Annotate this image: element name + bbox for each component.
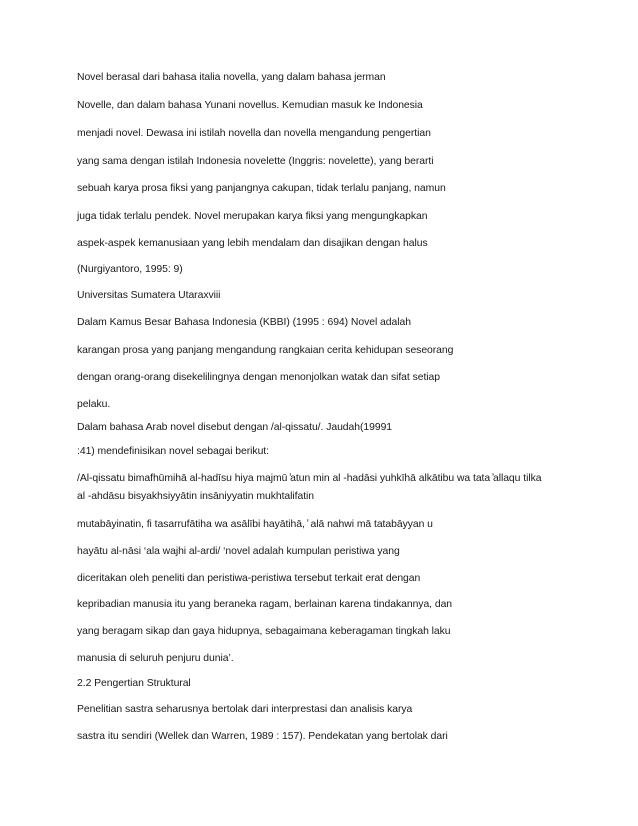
text-line: sebuah karya prosa fiksi yang panjangnya cakupan, tidak terlalu panjang, namun bbox=[77, 183, 446, 194]
section-heading: 2.2 Pengertian Struktural bbox=[77, 678, 191, 689]
arabic-transliteration-line: mutabāyinatin, fi tasarrufātiha wa asālībi hayātihā, ̓ alā nahwi mā tatabāyyan u bbox=[77, 519, 433, 530]
citation-line: (Nurgiyantoro, 1995: 9) bbox=[77, 264, 183, 275]
text-line: hayātu al-nāsi ‘ala wajhi al-ardi/ ‘novel adalah kumpulan peristiwa yang bbox=[77, 546, 400, 557]
text-line: :41) mendefinisikan novel sebagai berikut: bbox=[77, 446, 269, 457]
text-line: Novelle, dan dalam bahasa Yunani novellus. Kemudian masuk ke Indonesia bbox=[77, 100, 423, 111]
arabic-transliteration-line: al -ahdāsu bisyakhsiyyātin insāniyyatin mukhtalifatin bbox=[77, 491, 315, 502]
text-line: juga tidak terlalu pendek. Novel merupakan karya fiksi yang mengungkapkan bbox=[77, 211, 428, 222]
text-line: karangan prosa yang panjang mengandung rangkaian cerita kehidupan seseorang bbox=[77, 345, 454, 356]
text-line: Penelitian sastra seharusnya bertolak dari interprestasi dan analisis karya bbox=[77, 704, 413, 715]
text-line: Dalam Kamus Besar Bahasa Indonesia (KBBI) (1995 : 694) Novel adalah bbox=[77, 317, 411, 328]
text-line: kepribadian manusia itu yang beraneka ragam, berlainan karena tindakannya, dan bbox=[77, 599, 453, 610]
text-line: menjadi novel. Dewasa ini istilah novella dan novella mengandung pengertian bbox=[77, 128, 431, 139]
text-line: yang sama dengan istilah Indonesia novelette (Inggris: novelette), yang berarti bbox=[77, 156, 434, 167]
text-line: Novel berasal dari bahasa italia novella, yang dalam bahasa jerman bbox=[77, 72, 386, 83]
arabic-transliteration-line: /Al-qissatu bimafhūmihā al-hadīsu hiya majmū ̓atun min al -hadāsi yuhkīhā alkātibu wa tata ̓allaqu tilka bbox=[77, 473, 542, 484]
text-line: sastra itu sendiri (Wellek dan Warren, 1989 : 157). Pendekatan yang bertolak dari bbox=[77, 731, 448, 742]
text-line: manusia di seluruh penjuru dunia’. bbox=[77, 653, 234, 664]
text-line: Dalam bahasa Arab novel disebut dengan /al-qissatu/. Jaudah(19991 bbox=[77, 422, 393, 433]
running-footer: Universitas Sumatera Utaraxviii bbox=[77, 290, 221, 301]
text-line: dengan orang-orang disekelilingnya dengan menonjolkan watak dan sifat setiap bbox=[77, 372, 441, 383]
text-line: yang beragam sikap dan gaya hidupnya, sebagaimana keberagaman tingkah laku bbox=[77, 626, 451, 637]
text-line: aspek-aspek kemanusiaan yang lebih mendalam dan disajikan dengan halus bbox=[77, 238, 428, 249]
text-line: pelaku. bbox=[77, 399, 111, 410]
text-line: diceritakan oleh peneliti dan peristiwa-peristiwa tersebut terkait erat dengan bbox=[77, 573, 421, 584]
